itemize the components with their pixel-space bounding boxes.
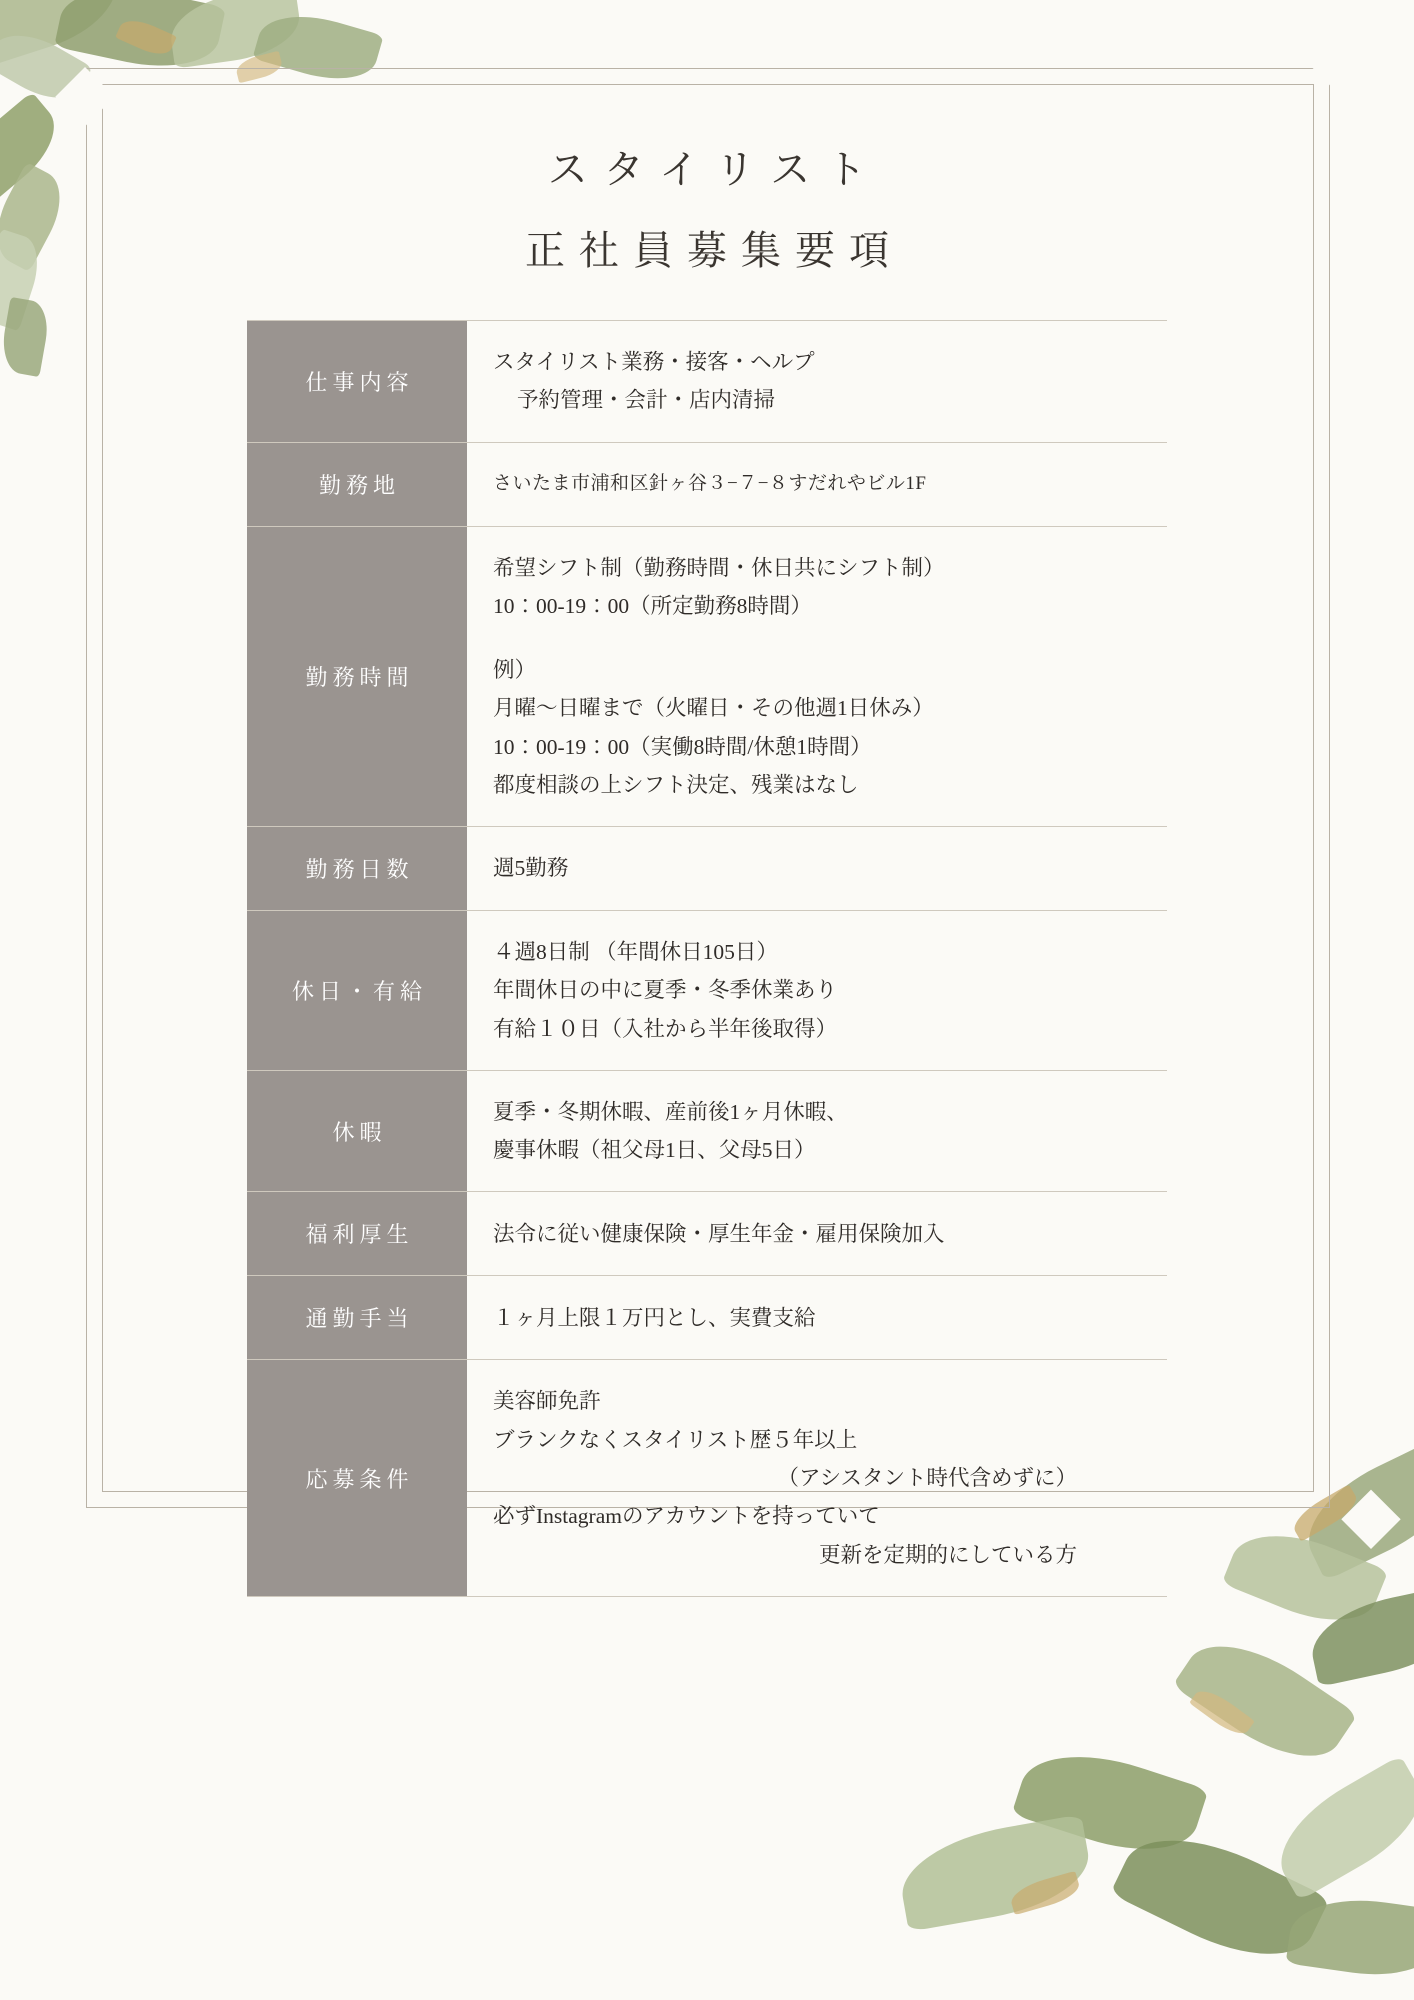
value-line: １ヶ月上限１万円とし、実費支給: [493, 1305, 816, 1330]
row-label-work-location: 勤務地: [247, 442, 467, 526]
row-value-job-description: [467, 321, 1167, 443]
leaf-decoration: [1286, 1890, 1414, 1984]
leaf-decoration: [1011, 1734, 1208, 1870]
leaf-decoration: [1172, 1619, 1358, 1780]
document-header: [0, 138, 1414, 276]
value-line: 月曜〜日曜まで（火曜日・その他週1日休み）: [493, 696, 934, 721]
value-line: 法令に従い健康保険・厚生年金・雇用保険加入: [493, 1221, 945, 1246]
row-label-working-hours: 勤務時間: [247, 526, 467, 827]
gold-accent-leaf-icon: [1189, 1683, 1255, 1740]
table-row: [247, 827, 1167, 911]
row-label-holidays-paid-leave: 休日・有給: [247, 911, 467, 1071]
row-value-holidays-paid-leave: [467, 911, 1167, 1071]
leaf-decoration: [894, 1814, 1096, 1932]
value-line: 例）: [493, 658, 537, 683]
row-value-requirements: [467, 1360, 1167, 1596]
row-label-commuting-allowance: 通勤手当: [247, 1276, 467, 1360]
recruitment-details-table: [247, 320, 1167, 1597]
row-value-benefits: [467, 1192, 1167, 1276]
value-line: 希望シフト制（勤務時間・休日共にシフト制）: [493, 555, 945, 580]
page-subtitle: 正社員募集要項: [525, 228, 903, 273]
leaf-decoration: [1304, 1585, 1414, 1687]
table-row: [247, 1360, 1167, 1596]
value-line: さいたま市浦和区針ヶ谷３−７−８すだれやビル1F: [493, 473, 927, 495]
row-label-work-days: 勤務日数: [247, 827, 467, 911]
value-line: 夏季・冬期休暇、産前後1ヶ月休暇、: [493, 1099, 848, 1124]
value-line: 慶事休暇（祖父母1日、父母5日）: [493, 1138, 816, 1163]
leaf-decoration: [1262, 1755, 1414, 1901]
value-line: 年間休日の中に夏季・冬季休業あり: [493, 978, 838, 1003]
value-line: 必ずInstagramのアカウントを持っていて: [493, 1504, 880, 1529]
row-value-commuting-allowance: [467, 1276, 1167, 1360]
table-row: [247, 321, 1167, 443]
value-line: 10：00-19：00（実働8時間/休憩1時間）: [493, 734, 872, 759]
leaf-decoration: [1110, 1811, 1330, 1981]
value-line: （アシスタント時代含めずに）: [777, 1465, 1077, 1490]
gold-accent-leaf-icon: [1008, 1871, 1082, 1915]
value-line: ４週8日制 （年間休日105日）: [493, 940, 778, 965]
value-line: 更新を定期的にしている方: [818, 1542, 1077, 1567]
value-line: 有給１０日（入社から半年後取得）: [493, 1016, 838, 1041]
table-row: [247, 526, 1167, 827]
value-spacer: [493, 625, 1167, 651]
row-value-work-days: [467, 827, 1167, 911]
row-label-benefits: 福利厚生: [247, 1192, 467, 1276]
table-row: [247, 1276, 1167, 1360]
value-line: 週5勤務: [493, 856, 569, 881]
value-line: 10：00-19：00（所定勤務8時間）: [493, 593, 812, 618]
value-line: スタイリスト業務・接客・ヘルプ: [493, 350, 815, 374]
row-value-working-hours: [467, 526, 1167, 827]
value-line: 美容師免許: [493, 1389, 601, 1414]
value-line: ブランクなくスタイリスト歴５年以上: [493, 1427, 858, 1452]
table-row: [247, 442, 1167, 526]
table-row: [247, 1070, 1167, 1192]
page-title: スタイリスト: [547, 147, 883, 192]
table-row: [247, 1192, 1167, 1276]
row-label-vacation: 休暇: [247, 1070, 467, 1192]
row-value-work-location: [467, 442, 1167, 526]
row-label-job-description: 仕事内容: [247, 321, 467, 443]
value-line: 予約管理・会計・店内清掃: [517, 388, 776, 413]
value-line: 都度相談の上シフト決定、残業はなし: [493, 772, 859, 797]
row-label-requirements: 応募条件: [247, 1360, 467, 1596]
table-row: [247, 911, 1167, 1071]
row-value-vacation: [467, 1070, 1167, 1192]
